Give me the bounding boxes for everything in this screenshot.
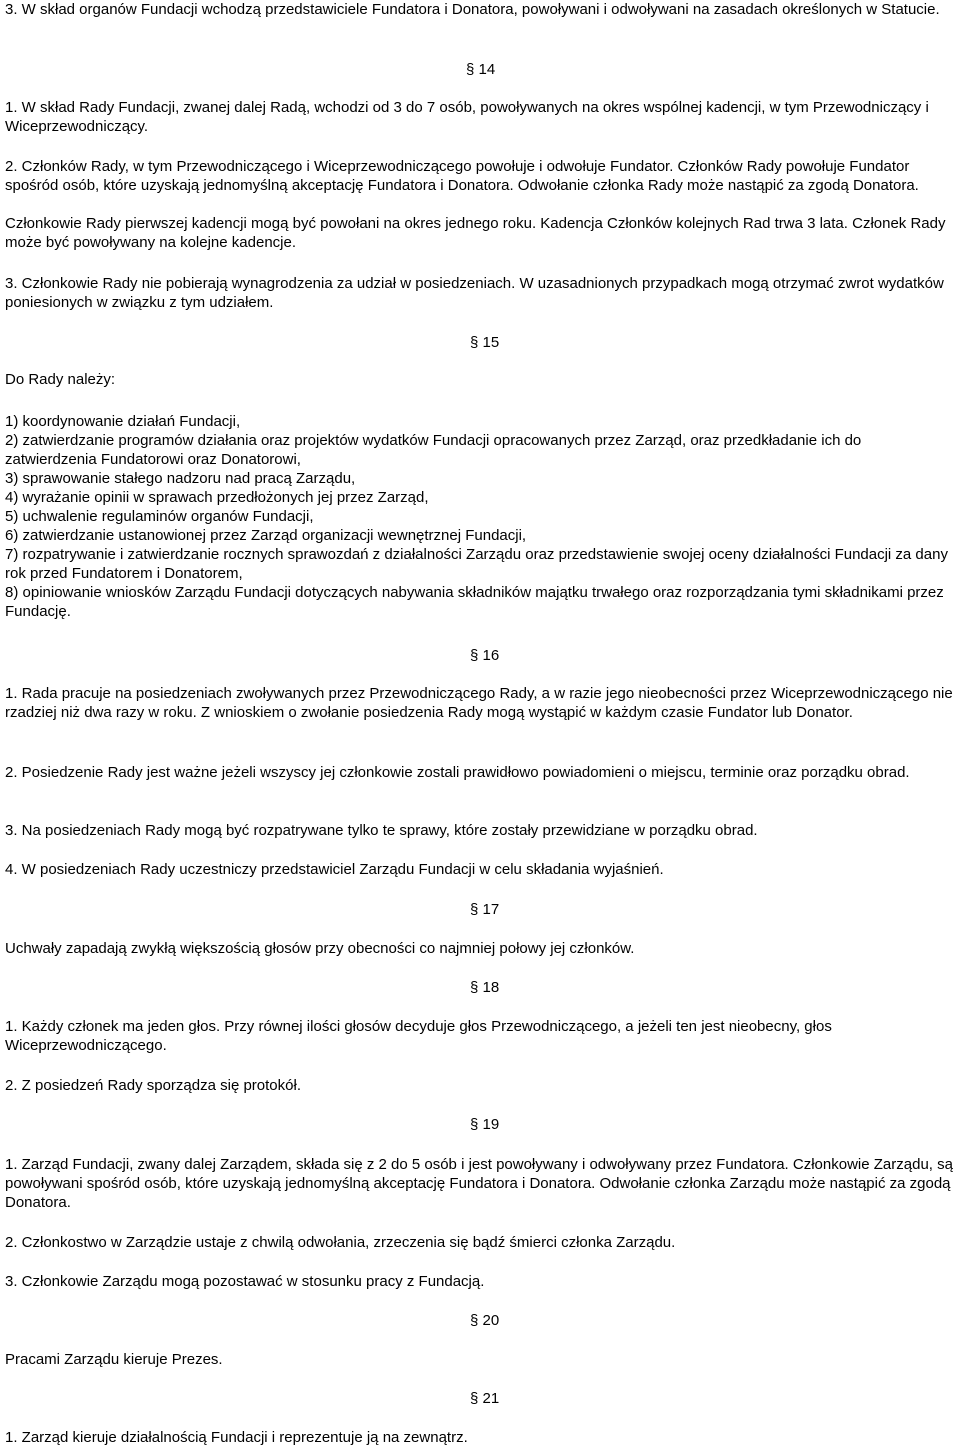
section-16-heading: § 16 (470, 647, 500, 664)
paragraph-19-2: 2. Członkostwo w Zarządzie ustaje z chwilą odwołania, zrzeczenia się bądź śmierci członka Zarządu. (5, 1234, 676, 1251)
paragraph-19-3: 3. Członkowie Zarządu mogą pozostawać w stosunku pracy z Fundacją. (5, 1273, 485, 1290)
list-item: 3) sprawowanie stałego nadzoru nad pracą Zarządu, (5, 470, 356, 487)
section-19-heading: § 19 (470, 1116, 500, 1133)
section-15-heading: § 15 (470, 334, 500, 351)
list-item: 6) zatwierdzanie ustanowionej przez Zarząd organizacji wewnętrznej Fundacji, (5, 527, 527, 544)
paragraph-16-4: 4. W posiedzeniach Rady uczestniczy przedstawiciel Zarządu Fundacji w celu składania wyjaśnień. (5, 861, 664, 878)
paragraph-14-2-continued: Członkowie Rady pierwszej kadencji mogą być powołani na okres jednego roku. Kadencja Członków kolejnych Rad trwa 3 lata. Członek Rady może być powoływany na kolejne kadencje. (5, 215, 946, 251)
section-20-heading: § 20 (470, 1312, 500, 1329)
paragraph-17: Uchwały zapadają zwykłą większością głosów przy obecności co najmniej połowy jej członków. (5, 940, 635, 957)
paragraph-16-2: 2. Posiedzenie Rady jest ważne jeżeli wszyscy jej członkowie zostali prawidłowo powiadomieni o miejscu, terminie oraz porządku obrad. (5, 764, 910, 781)
list-item: 7) rozpatrywanie i zatwierdzanie rocznych sprawozdań z działalności Zarządu oraz przedstawienie swojej oceny działalności Fundacji za dany rok przed Fundatorem i Donatorem, (5, 546, 948, 582)
paragraph-15-intro: Do Rady należy: (5, 371, 116, 388)
paragraph-13-3: 3. W skład organów Fundacji wchodzą przedstawiciele Fundatora i Donatora, powoływani i odwoływani na zasadach określonych w Statucie. (5, 1, 940, 18)
paragraph-14-1: 1. W skład Rady Fundacji, zwanej dalej Radą, wchodzi od 3 do 7 osób, powoływanych na okres wspólnej kadencji, w tym Przewodniczący i Wiceprzewodniczący. (5, 99, 929, 135)
list-item: 5) uchwalenie regulaminów organów Fundacji, (5, 508, 314, 525)
paragraph-14-2: 2. Członków Rady, w tym Przewodniczącego i Wiceprzewodniczącego powołuje i odwołuje Fundator. Członków Rady powołuje Fundator spośród osób, które uzyskają jednomyślną akceptację Fundatora i Donatora. Odwołanie członka Rady może nastąpić za zgodą Donatora. (5, 158, 919, 194)
list-item: 8) opiniowanie wniosków Zarządu Fundacji dotyczących nabywania składników majątku trwałego oraz rozporządzania tymi składnikami przez Fundację. (5, 584, 944, 620)
section-17-heading: § 17 (470, 901, 500, 918)
paragraph-20: Pracami Zarządu kieruje Prezes. (5, 1351, 223, 1368)
list-15 (5, 412, 955, 621)
section-14-heading: § 14 (466, 61, 496, 78)
paragraph-14-3: 3. Członkowie Rady nie pobierają wynagrodzenia za udział w posiedzeniach. W uzasadnionych przypadkach mogą otrzymać zwrot wydatków poniesionych w związku z tym udziałem. (5, 275, 944, 311)
list-item: 1) koordynowanie działań Fundacji, (5, 413, 241, 430)
paragraph-16-1: 1. Rada pracuje na posiedzeniach zwoływanych przez Przewodniczącego Rady, a w razie jego nieobecności przez Wiceprzewodniczącego nie rzadziej niż dwa razy w roku. Z wnioskiem o zwołanie posiedzenia Rady mogą wystąpić w każdym czasie Fundator lub Donator. (5, 685, 953, 721)
list-item: 4) wyrażanie opinii w sprawach przedłożonych jej przez Zarząd, (5, 489, 429, 506)
paragraph-16-3: 3. Na posiedzeniach Rady mogą być rozpatrywane tylko te sprawy, które zostały przewidziane w porządku obrad. (5, 822, 758, 839)
section-21-heading: § 21 (470, 1390, 500, 1407)
list-item: 2) zatwierdzanie programów działania oraz projektów wydatków Fundacji opracowanych przez Zarząd, oraz przedkładanie ich do zatwierdzenia Fundatorowi oraz Donatorowi, (5, 432, 862, 468)
paragraph-18-2: 2. Z posiedzeń Rady sporządza się protokół. (5, 1077, 301, 1094)
paragraph-19-1: 1. Zarząd Fundacji, zwany dalej Zarządem, składa się z 2 do 5 osób i jest powoływany i odwoływany przez Fundatora. Członkowie Zarządu, są powoływani spośród osób, które uzyskają jednomyślną akceptację Fundatora i Donatora. Odwołanie członka Zarządu może nastąpić za zgodą Donatora. (5, 1156, 953, 1211)
paragraph-21-1: 1. Zarząd kieruje działalnością Fundacji i reprezentuje ją na zewnątrz. (5, 1429, 468, 1446)
paragraph-18-1: 1. Każdy członek ma jeden głos. Przy równej ilości głosów decyduje głos Przewodniczącego, a jeżeli ten jest nieobecny, głos Wiceprzewodniczącego. (5, 1018, 832, 1054)
section-18-heading: § 18 (470, 979, 500, 996)
